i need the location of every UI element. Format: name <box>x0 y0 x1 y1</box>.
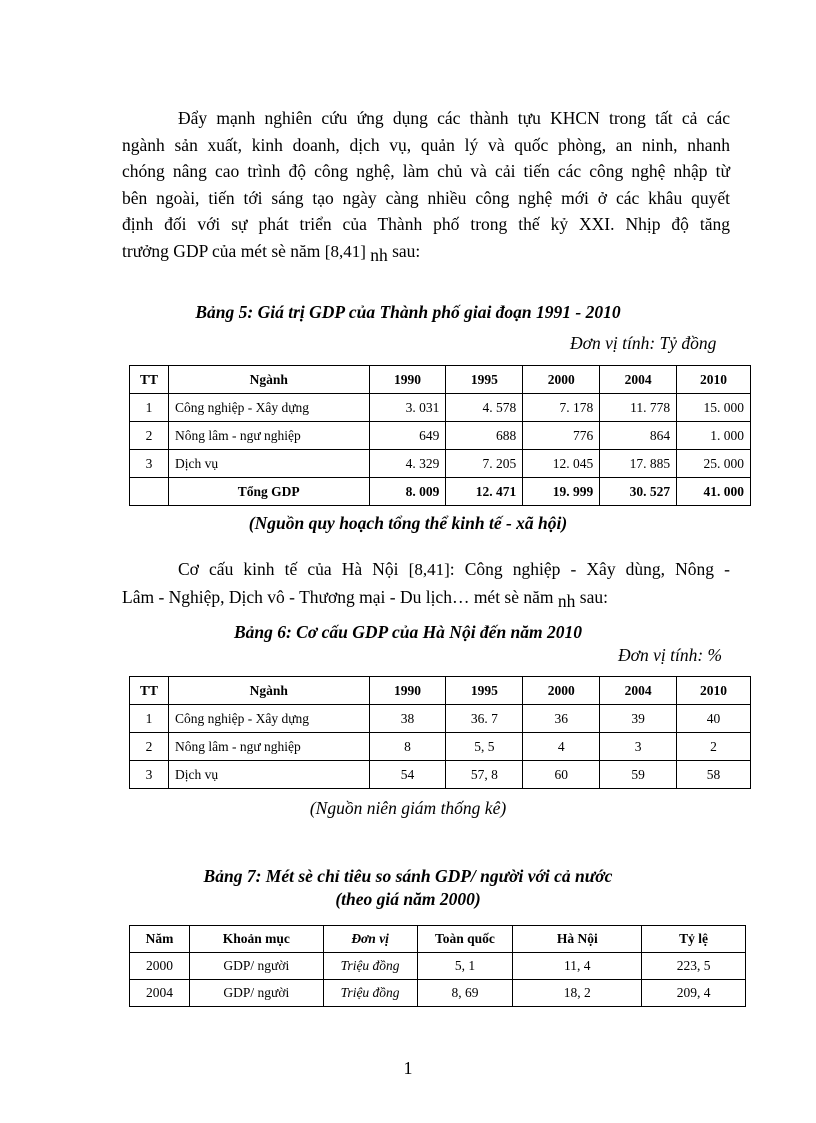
table-cell: 18, 2 <box>513 980 642 1007</box>
table-cell: 1 <box>130 394 169 422</box>
paragraph-line <box>122 584 730 611</box>
table-cell: 39 <box>600 705 677 733</box>
paragraph-text: Lâm - Nghiệp, Dịch vô - Thương mại - Du lịch… mét sè năm <box>122 586 558 607</box>
table-cell: Dịch vụ <box>168 450 369 478</box>
paragraph-line: bên ngoài, tiến tới sáng tạo ngày càng nhiều công nghệ mới ở các khâu quyết <box>122 187 730 208</box>
header-cell: 1995 <box>446 366 523 394</box>
table5-unit: Đơn vị tính: Tỷ đồng <box>570 333 717 353</box>
table6-source: (Nguồn niên giám thống kê) <box>309 798 507 818</box>
table-cell: 649 <box>369 422 446 450</box>
table-cell: 3 <box>130 450 169 478</box>
table-row <box>130 980 746 1007</box>
table6-unit: Đơn vị tính: % <box>618 645 723 665</box>
table6-title: Bảng 6: Cơ cấu GDP của Hà Nội đến năm 2010 <box>233 622 583 642</box>
table-cell: 12. 471 <box>446 478 523 506</box>
table-cell: Dịch vụ <box>168 761 369 789</box>
table-cell: Công nghiệp - Xây dựng <box>168 705 369 733</box>
table-cell: Nông lâm - ngư nghiệp <box>168 733 369 761</box>
paragraph-text: : Công nghiệp - Xây dùng, Nông - <box>449 559 730 579</box>
table-cell: 54 <box>369 761 446 789</box>
citation: [8,41] <box>408 560 450 579</box>
paragraph-line: Đẩy mạnh nghiên cứu ứng dụng các thành tựu KHCN trong tất cả các <box>178 108 730 128</box>
paragraph-line: chóng nâng cao trình độ công nghệ, làm chủ và cải tiến các công nghệ nhập từ <box>122 161 730 182</box>
paragraph-line <box>122 238 730 266</box>
table-cell: 2 <box>130 733 169 761</box>
table-cell: 17. 885 <box>600 450 677 478</box>
gdp-value-table <box>129 365 751 506</box>
header-cell: 2004 <box>600 677 677 705</box>
paragraph-text: nh <box>557 590 576 611</box>
table-cell: 19. 999 <box>523 478 600 506</box>
table-cell: 1. 000 <box>677 422 751 450</box>
table-header-row <box>130 677 751 705</box>
table-cell: 209, 4 <box>642 980 746 1007</box>
header-cell: 2004 <box>600 366 677 394</box>
table-cell: 4 <box>523 733 600 761</box>
table-row <box>130 394 751 422</box>
header-cell: Ngành <box>168 366 369 394</box>
page-number: 1 <box>403 1058 413 1078</box>
table-cell: Nông lâm - ngư nghiệp <box>168 422 369 450</box>
table5-source: (Nguồn quy hoạch tổng thể kinh tế - xã hội) <box>248 513 568 533</box>
table-cell: Triệu đồng <box>323 953 417 980</box>
header-cell: Đơn vị <box>323 926 417 953</box>
table-cell: 59 <box>600 761 677 789</box>
intro-paragraph <box>122 105 730 266</box>
paragraph-text: sau: <box>387 240 421 261</box>
table7-subtitle: (theo giá năm 2000) <box>335 889 481 909</box>
paragraph-line: định đối với sự phát triển của Thành phố trong thế kỷ XXI. Nhịp độ tăng <box>122 214 730 235</box>
gdp-per-capita-table <box>129 925 746 1007</box>
header-cell: 2000 <box>523 677 600 705</box>
paragraph-text: sau: <box>575 586 608 607</box>
table-cell: 3 <box>130 761 169 789</box>
table-cell: 5, 5 <box>446 733 523 761</box>
table-cell: 11. 778 <box>600 394 677 422</box>
header-cell: Toàn quốc <box>417 926 513 953</box>
table-cell: 15. 000 <box>677 394 751 422</box>
header-cell: Ngành <box>168 677 369 705</box>
table-cell <box>130 478 169 506</box>
table-cell: 5, 1 <box>417 953 513 980</box>
table-cell: 3. 031 <box>369 394 446 422</box>
table-cell: 2004 <box>130 980 190 1007</box>
header-cell: 2010 <box>677 677 751 705</box>
table-cell: 60 <box>523 761 600 789</box>
table-cell: 688 <box>446 422 523 450</box>
header-cell: Năm <box>130 926 190 953</box>
table-cell: 7. 205 <box>446 450 523 478</box>
table-cell: 36. 7 <box>446 705 523 733</box>
table-cell: 8. 009 <box>369 478 446 506</box>
header-cell: Khoản mục <box>189 926 323 953</box>
header-cell: TT <box>130 677 169 705</box>
table-cell: 11, 4 <box>513 953 642 980</box>
table-cell: 776 <box>523 422 600 450</box>
table5-title: Bảng 5: Giá trị GDP của Thành phố giai đoạn 1991 - 2010 <box>195 302 621 322</box>
table-cell: Triệu đồng <box>323 980 417 1007</box>
table7-title: Bảng 7: Mét sè chỉ tiêu so sánh GDP/ người với cả nước <box>203 866 613 886</box>
table-total-row <box>130 478 751 506</box>
structure-paragraph <box>122 556 730 610</box>
table-cell: 2 <box>130 422 169 450</box>
table-cell: 58 <box>677 761 751 789</box>
header-cell: 1990 <box>369 677 446 705</box>
citation: [8,41] <box>324 241 366 261</box>
table-header-row <box>130 926 746 953</box>
paragraph-line: ngành sản xuất, kinh doanh, dịch vụ, quản lý và quốc phòng, an ninh, nhanh <box>122 134 730 155</box>
table-row <box>130 422 751 450</box>
table-cell: 1 <box>130 705 169 733</box>
table-header-row <box>130 366 751 394</box>
table-cell: 38 <box>369 705 446 733</box>
table-cell: Công nghiệp - Xây dựng <box>168 394 369 422</box>
table-row <box>130 761 751 789</box>
paragraph-text: Cơ cấu kinh tế của Hà Nội <box>178 559 409 579</box>
table-cell: 25. 000 <box>677 450 751 478</box>
table-cell: 7. 178 <box>523 394 600 422</box>
table-cell: 2 <box>677 733 751 761</box>
table-cell: 40 <box>677 705 751 733</box>
table-cell: 12. 045 <box>523 450 600 478</box>
table-row <box>130 953 746 980</box>
table-cell: 8 <box>369 733 446 761</box>
table-cell: 8, 69 <box>417 980 513 1007</box>
table-cell: 864 <box>600 422 677 450</box>
table-cell: 4. 578 <box>446 394 523 422</box>
table-row <box>130 705 751 733</box>
header-cell: TT <box>130 366 169 394</box>
gdp-structure-table <box>129 676 751 789</box>
header-cell: 1990 <box>369 366 446 394</box>
table-cell: 223, 5 <box>642 953 746 980</box>
paragraph-text: trưởng GDP của mét sè năm <box>122 240 325 261</box>
table-cell: 36 <box>523 705 600 733</box>
table-cell: 4. 329 <box>369 450 446 478</box>
paragraph-line <box>122 556 730 584</box>
table-cell: Tổng GDP <box>168 478 369 506</box>
table-row <box>130 450 751 478</box>
header-cell: 2010 <box>677 366 751 394</box>
table-cell: 41. 000 <box>677 478 751 506</box>
table-cell: GDP/ người <box>189 980 323 1007</box>
header-cell: Tỷ lệ <box>642 926 746 953</box>
table-cell: GDP/ người <box>189 953 323 980</box>
paragraph-text: nh <box>365 244 388 265</box>
table-cell: 30. 527 <box>600 478 677 506</box>
header-cell: 2000 <box>523 366 600 394</box>
table-cell: 2000 <box>130 953 190 980</box>
table-cell: 57, 8 <box>446 761 523 789</box>
header-cell: Hà Nội <box>513 926 642 953</box>
table-cell: 3 <box>600 733 677 761</box>
header-cell: 1995 <box>446 677 523 705</box>
table-row <box>130 733 751 761</box>
